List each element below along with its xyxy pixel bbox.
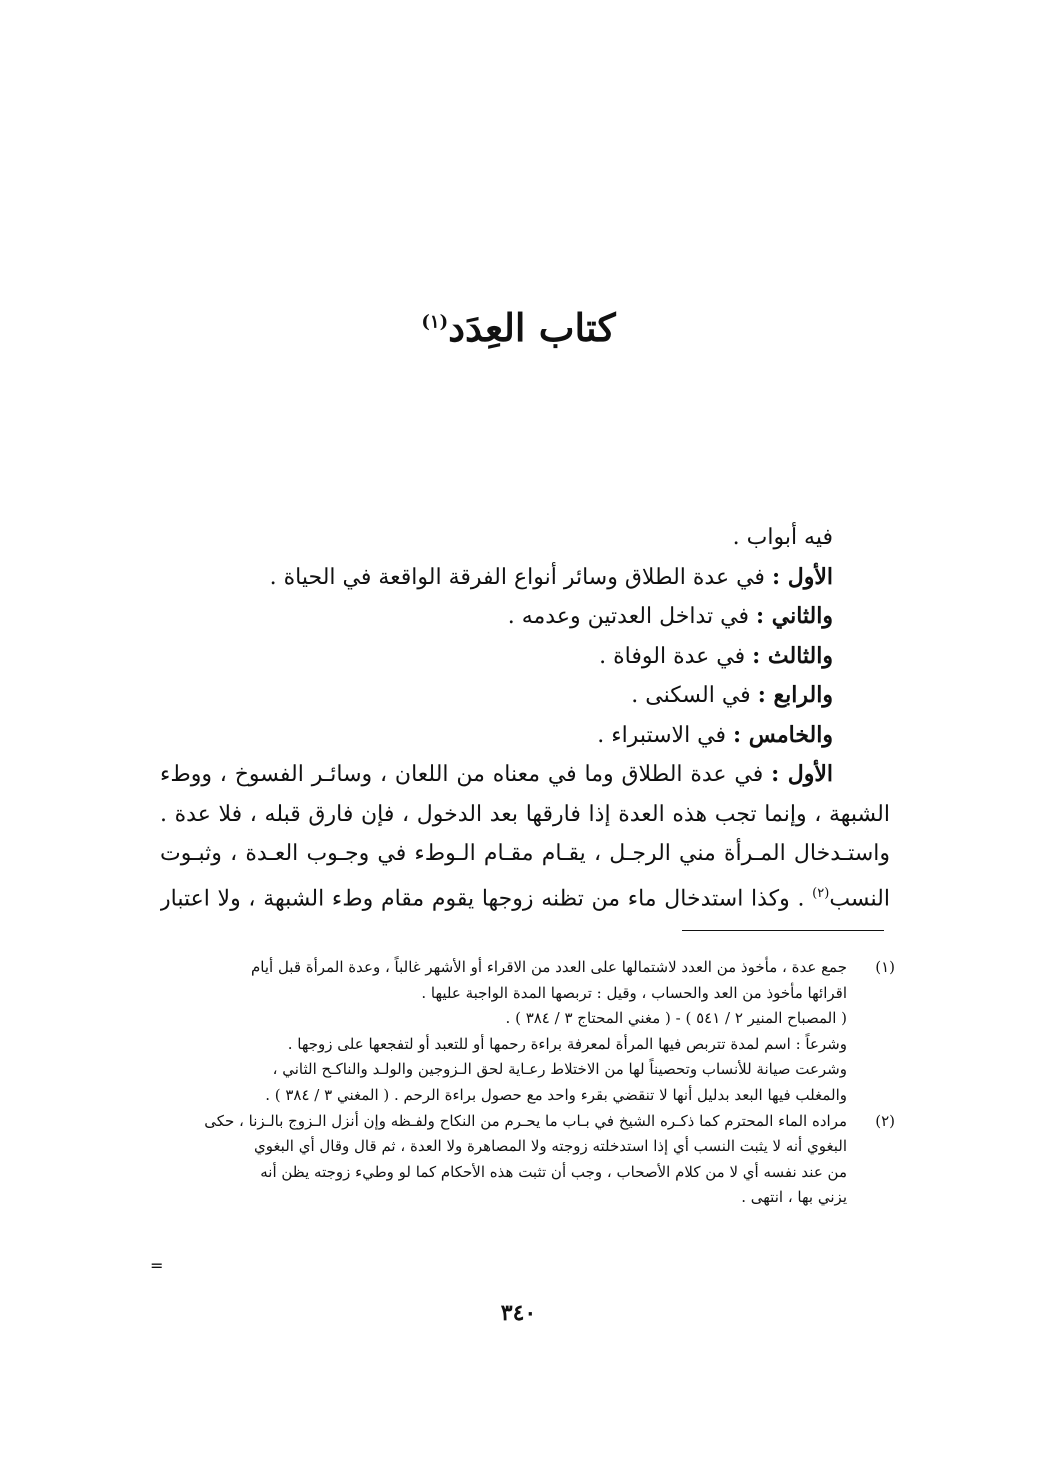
footnote-text: والمغلب فيها البعد بدليل أنها لا تنقضي بقرء واحد مع حصول براءة الرحم . ( المغني ٣ / ٣٨٤ ) . [265,1085,847,1104]
footnote-text: البغوي أنه لا يثبت النسب أي إذا استدخلته زوجته ولا المصاهرة ولا العدة ، ثم قال وقال أي البغوي [253,1137,847,1156]
footnote-line [155,1032,895,1058]
footnote-text: جمع عدة ، مأخوذ من العدد لاشتمالها على العدد من الاقراء أو الأشهر غالباً ، وعدة المرأة قبل أيام [250,958,847,976]
chapter-item [160,716,890,756]
paragraph-line: واستـدخال المـرأة مني الرجـل ، يقـام مقـام الـوطء في وجـوب العـدة ، وثبـوت [160,841,890,866]
chapter-title-note-ref: (١) [421,311,449,333]
chapter-item [160,676,890,716]
intro-line [160,518,890,558]
footnote-text: ( المصباح المنير ٢ / ٥٤١ ) - ( مغني المحتاج ٣ / ٣٨٤ ) . [505,1009,847,1028]
chapter-item-text: في عدة الطلاق وسائر أنواع الفرقة الواقعة في الحياة . [269,564,772,590]
footnote-line [155,955,895,981]
chapter-item-text: في تداخل العدتين وعدمه . [507,604,756,629]
chapter-item-text: في الاستبراء . [597,722,734,748]
chapter-item [160,637,890,677]
footnote-text: من عند نفسه أي لا من كلام الأصحاب ، وجب أن تثبت هذه الأحكام كما لو وطيء زوجته يظن أنه [260,1162,847,1181]
chapter-item-label: والثاني : [755,603,833,629]
footnote-text: اقرائها مأخوذ من العد والحساب ، وقيل : تربصها المدة الواجبة عليها . [421,983,847,1002]
footnote-line [155,1160,895,1186]
footnote-line [155,1109,895,1135]
footnote-number: (١) [875,958,895,976]
chapter-title [0,305,1037,350]
footnote-line [155,1057,895,1083]
footnote-text: وشرعت صيانة للأنساب وتحصيناً لها من الاختلاط رعـاية لحق الـزوجين والولـد والناكـح الثاني ، [272,1060,847,1079]
footnotes [155,955,895,1211]
footnote-line [155,1134,895,1160]
last-line-start: النسب [829,885,890,911]
chapter-item [160,597,890,637]
paragraph-last-line [160,874,890,914]
footnote-line [155,981,895,1007]
chapter-item-label: والثالث : [752,642,833,669]
footnote-number: (٢) [875,1111,895,1130]
footnote-divider [682,930,884,931]
chapter-item-label: الأول : [771,563,833,590]
main-text [160,518,890,913]
intro-text: فيه أبواب . [732,525,833,550]
chapter-item-text: في السكنى . [631,683,758,708]
footnote-text: وشرعاً : اسم لمدة تتربص فيها المرأة لمعرفة براءة رحمها أو للتعبد أو لتفجعها على زوجها . [287,1034,847,1053]
section-label: الأول : [771,761,833,787]
continuation-mark: = [150,1256,164,1275]
chapter-item-label: والخامس : [733,721,833,748]
last-line-rest: . وكذا استدخال ماء من تظنه زوجها يقوم مقام وطء الشبهة ، ولا اعتبار [160,885,813,911]
footnote-text: مراده الماء المحترم كما ذكـره الشيخ في بـاب ما يحـرم من النكاح ولفـظه وإن أنزل الـزوج بالـزنا ، حكى [204,1111,847,1130]
page-number: ٣٤٠ [500,1300,537,1326]
footnote-text: يزني بها ، انتهى . [741,1188,847,1207]
chapter-item [160,558,890,598]
paragraph-line: الشبهة ، وإنما تجب هذه العدة إذا فارقها بعد الدخول ، فإن فارق قبله ، فلا عدة . [160,801,890,827]
chapter-item-text: في عدة الوفاة . [599,643,753,669]
footnote-ref: (٢) [812,885,830,901]
chapter-title-text: كتاب العِدَد [448,305,616,350]
footnote-line [155,1006,895,1032]
footnote-line [155,1083,895,1109]
section-first-line [160,755,890,795]
footnote-line [155,1185,895,1211]
section-first-text: في عدة الطلاق وما في معناه من اللعان ، وسائـر الفسوخ ، ووطء [160,762,772,787]
chapter-item-label: والرابع : [757,682,833,708]
